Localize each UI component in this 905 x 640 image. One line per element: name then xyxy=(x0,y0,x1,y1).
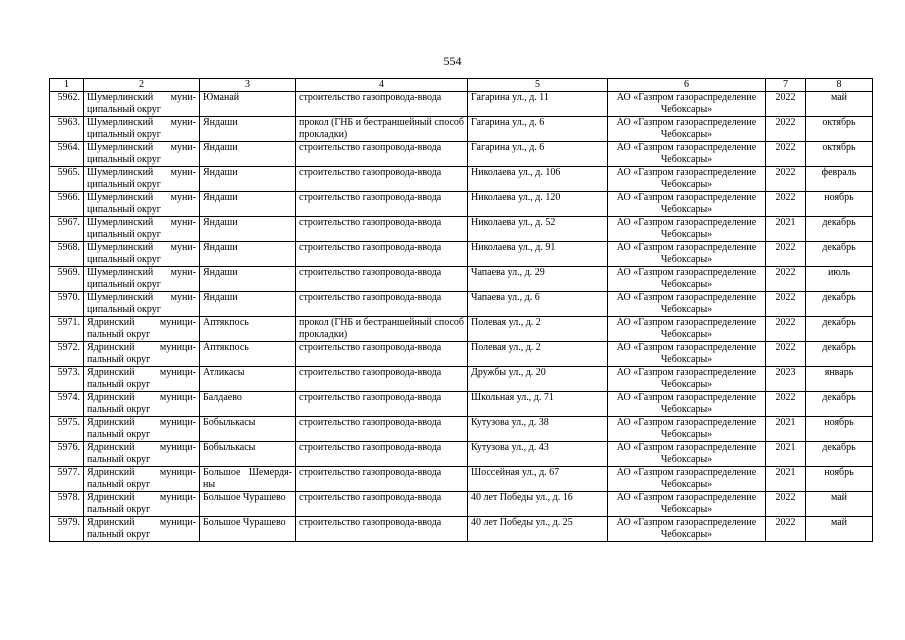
address-cell: Полевая ул., д. 2 xyxy=(468,342,608,367)
district-cell: Шумерлинский муни-ципальный округ xyxy=(84,117,200,142)
table-row xyxy=(50,217,873,242)
month-cell: февраль xyxy=(806,167,873,192)
year-cell: 2022 xyxy=(766,142,806,167)
address-cell: Гагарина ул., д. 11 xyxy=(468,92,608,117)
settlement-cell: Яндаши xyxy=(200,167,296,192)
work-type-cell: прокол (ГНБ и бестраншейный способ прокладки) xyxy=(296,317,468,342)
address-cell: Гагарина ул., д. 6 xyxy=(468,142,608,167)
column-header: 5 xyxy=(468,79,608,92)
month-cell: декабрь xyxy=(806,292,873,317)
month-cell: январь xyxy=(806,367,873,392)
work-type-cell: строительство газопровода-ввода xyxy=(296,392,468,417)
organization-cell: АО «Газпром газораспределение Чебоксары» xyxy=(608,117,766,142)
row-number: 5965. xyxy=(50,167,84,192)
work-type-cell: строительство газопровода-ввода xyxy=(296,517,468,542)
organization-cell: АО «Газпром газораспределение Чебоксары» xyxy=(608,142,766,167)
work-type-cell: строительство газопровода-ввода xyxy=(296,217,468,242)
work-type-cell: строительство газопровода-ввода xyxy=(296,467,468,492)
district-cell: Ядринский муници-пальный округ xyxy=(84,467,200,492)
table-row xyxy=(50,92,873,117)
settlement-cell: Яндаши xyxy=(200,292,296,317)
table-body xyxy=(50,92,873,542)
organization-cell: АО «Газпром газораспределение Чебоксары» xyxy=(608,417,766,442)
year-cell: 2022 xyxy=(766,342,806,367)
month-cell: ноябрь xyxy=(806,467,873,492)
work-type-cell: строительство газопровода-ввода xyxy=(296,492,468,517)
year-cell: 2022 xyxy=(766,167,806,192)
settlement-cell: Юманай xyxy=(200,92,296,117)
table-row xyxy=(50,317,873,342)
month-cell: октябрь xyxy=(806,142,873,167)
column-header: 2 xyxy=(84,79,200,92)
address-cell: Шоссейная ул., д. 67 xyxy=(468,467,608,492)
row-number: 5976. xyxy=(50,442,84,467)
column-header: 7 xyxy=(766,79,806,92)
year-cell: 2022 xyxy=(766,242,806,267)
organization-cell: АО «Газпром газораспределение Чебоксары» xyxy=(608,467,766,492)
organization-cell: АО «Газпром газораспределение Чебоксары» xyxy=(608,267,766,292)
district-cell: Ядринский муници-пальный округ xyxy=(84,417,200,442)
district-cell: Шумерлинский муни-ципальный округ xyxy=(84,142,200,167)
address-cell: Чапаева ул., д. 29 xyxy=(468,267,608,292)
month-cell: декабрь xyxy=(806,217,873,242)
district-cell: Шумерлинский муни-ципальный округ xyxy=(84,92,200,117)
work-type-cell: строительство газопровода-ввода xyxy=(296,242,468,267)
month-cell: ноябрь xyxy=(806,417,873,442)
row-number: 5975. xyxy=(50,417,84,442)
settlement-cell: Балдаево xyxy=(200,392,296,417)
year-cell: 2022 xyxy=(766,392,806,417)
row-number: 5963. xyxy=(50,117,84,142)
row-number: 5962. xyxy=(50,92,84,117)
month-cell: декабрь xyxy=(806,342,873,367)
table-row xyxy=(50,142,873,167)
settlement-cell: Аптякпось xyxy=(200,317,296,342)
settlement-cell: Бобылькасы xyxy=(200,417,296,442)
work-type-cell: строительство газопровода-ввода xyxy=(296,367,468,392)
row-number: 5977. xyxy=(50,467,84,492)
district-cell: Шумерлинский муни-ципальный округ xyxy=(84,267,200,292)
address-cell: Школьная ул., д. 71 xyxy=(468,392,608,417)
address-cell: Чапаева ул., д. 6 xyxy=(468,292,608,317)
settlement-cell: Яндаши xyxy=(200,192,296,217)
district-cell: Шумерлинский муни-ципальный округ xyxy=(84,242,200,267)
settlement-cell: Большое Чурашево xyxy=(200,517,296,542)
district-cell: Ядринский муници-пальный округ xyxy=(84,492,200,517)
year-cell: 2023 xyxy=(766,367,806,392)
organization-cell: АО «Газпром газораспределение Чебоксары» xyxy=(608,217,766,242)
district-cell: Шумерлинский муни-ципальный округ xyxy=(84,217,200,242)
table-row xyxy=(50,492,873,517)
month-cell: ноябрь xyxy=(806,192,873,217)
organization-cell: АО «Газпром газораспределение Чебоксары» xyxy=(608,92,766,117)
month-cell: май xyxy=(806,92,873,117)
district-cell: Ядринский муници-пальный округ xyxy=(84,367,200,392)
row-number: 5966. xyxy=(50,192,84,217)
work-type-cell: прокол (ГНБ и бестраншейный способ прокладки) xyxy=(296,117,468,142)
district-cell: Шумерлинский муни-ципальный округ xyxy=(84,292,200,317)
settlement-cell: Яндаши xyxy=(200,117,296,142)
organization-cell: АО «Газпром газораспределение Чебоксары» xyxy=(608,242,766,267)
month-cell: декабрь xyxy=(806,392,873,417)
organization-cell: АО «Газпром газораспределение Чебоксары» xyxy=(608,392,766,417)
month-cell: май xyxy=(806,492,873,517)
page-number: 554 xyxy=(443,54,462,68)
row-number: 5970. xyxy=(50,292,84,317)
table-row xyxy=(50,117,873,142)
organization-cell: АО «Газпром газораспределение Чебоксары» xyxy=(608,342,766,367)
address-cell: Полевая ул., д. 2 xyxy=(468,317,608,342)
district-cell: Ядринский муници-пальный округ xyxy=(84,392,200,417)
settlement-cell: Яндаши xyxy=(200,142,296,167)
gas-pipeline-table xyxy=(49,78,873,542)
work-type-cell: строительство газопровода-ввода xyxy=(296,417,468,442)
year-cell: 2022 xyxy=(766,267,806,292)
work-type-cell: строительство газопровода-ввода xyxy=(296,167,468,192)
address-cell: Гагарина ул., д. 6 xyxy=(468,117,608,142)
settlement-cell: Атликасы xyxy=(200,367,296,392)
column-number-row xyxy=(50,79,873,92)
work-type-cell: строительство газопровода-ввода xyxy=(296,292,468,317)
address-cell: Николаева ул., д. 120 xyxy=(468,192,608,217)
work-type-cell: строительство газопровода-ввода xyxy=(296,442,468,467)
district-cell: Ядринский муници-пальный округ xyxy=(84,317,200,342)
district-cell: Ядринский муници-пальный округ xyxy=(84,442,200,467)
month-cell: декабрь xyxy=(806,242,873,267)
work-type-cell: строительство газопровода-ввода xyxy=(296,142,468,167)
table-row xyxy=(50,517,873,542)
address-cell: Николаева ул., д. 52 xyxy=(468,217,608,242)
row-number: 5972. xyxy=(50,342,84,367)
organization-cell: АО «Газпром газораспределение Чебоксары» xyxy=(608,492,766,517)
month-cell: октябрь xyxy=(806,117,873,142)
organization-cell: АО «Газпром газораспределение Чебоксары» xyxy=(608,167,766,192)
work-type-cell: строительство газопровода-ввода xyxy=(296,267,468,292)
row-number: 5969. xyxy=(50,267,84,292)
month-cell: декабрь xyxy=(806,317,873,342)
table-row xyxy=(50,467,873,492)
month-cell: май xyxy=(806,517,873,542)
table-row xyxy=(50,392,873,417)
row-number: 5971. xyxy=(50,317,84,342)
table-row xyxy=(50,367,873,392)
work-type-cell: строительство газопровода-ввода xyxy=(296,342,468,367)
year-cell: 2022 xyxy=(766,317,806,342)
year-cell: 2022 xyxy=(766,292,806,317)
district-cell: Шумерлинский муни-ципальный округ xyxy=(84,192,200,217)
table-row xyxy=(50,167,873,192)
address-cell: Дружбы ул., д. 20 xyxy=(468,367,608,392)
column-header: 3 xyxy=(200,79,296,92)
year-cell: 2022 xyxy=(766,192,806,217)
organization-cell: АО «Газпром газораспределение Чебоксары» xyxy=(608,367,766,392)
table-row xyxy=(50,242,873,267)
table-row xyxy=(50,442,873,467)
table-row xyxy=(50,267,873,292)
district-cell: Ядринский муници-пальный округ xyxy=(84,342,200,367)
organization-cell: АО «Газпром газораспределение Чебоксары» xyxy=(608,292,766,317)
work-type-cell: строительство газопровода-ввода xyxy=(296,192,468,217)
table-row xyxy=(50,342,873,367)
district-cell: Ядринский муници-пальный округ xyxy=(84,517,200,542)
row-number: 5967. xyxy=(50,217,84,242)
address-cell: Кутузова ул., д. 43 xyxy=(468,442,608,467)
settlement-cell: Большое Шемердя-ны xyxy=(200,467,296,492)
year-cell: 2021 xyxy=(766,467,806,492)
row-number: 5973. xyxy=(50,367,84,392)
year-cell: 2022 xyxy=(766,492,806,517)
column-header: 8 xyxy=(806,79,873,92)
row-number: 5979. xyxy=(50,517,84,542)
table-row xyxy=(50,292,873,317)
year-cell: 2021 xyxy=(766,442,806,467)
address-cell: Николаева ул., д. 106 xyxy=(468,167,608,192)
row-number: 5968. xyxy=(50,242,84,267)
address-cell: Кутузова ул., д. 38 xyxy=(468,417,608,442)
table-row xyxy=(50,417,873,442)
year-cell: 2021 xyxy=(766,217,806,242)
column-header: 6 xyxy=(608,79,766,92)
year-cell: 2022 xyxy=(766,92,806,117)
settlement-cell: Бобылькасы xyxy=(200,442,296,467)
year-cell: 2021 xyxy=(766,417,806,442)
row-number: 5978. xyxy=(50,492,84,517)
address-cell: Николаева ул., д. 91 xyxy=(468,242,608,267)
settlement-cell: Яндаши xyxy=(200,217,296,242)
month-cell: июль xyxy=(806,267,873,292)
settlement-cell: Аптякпось xyxy=(200,342,296,367)
row-number: 5964. xyxy=(50,142,84,167)
settlement-cell: Яндаши xyxy=(200,242,296,267)
year-cell: 2022 xyxy=(766,117,806,142)
organization-cell: АО «Газпром газораспределение Чебоксары» xyxy=(608,517,766,542)
settlement-cell: Яндаши xyxy=(200,267,296,292)
settlement-cell: Большое Чурашево xyxy=(200,492,296,517)
address-cell: 40 лет Победы ул., д. 16 xyxy=(468,492,608,517)
column-header: 1 xyxy=(50,79,84,92)
row-number: 5974. xyxy=(50,392,84,417)
address-cell: 40 лет Победы ул., д. 25 xyxy=(468,517,608,542)
work-type-cell: строительство газопровода-ввода xyxy=(296,92,468,117)
year-cell: 2022 xyxy=(766,517,806,542)
organization-cell: АО «Газпром газораспределение Чебоксары» xyxy=(608,442,766,467)
table-row xyxy=(50,192,873,217)
district-cell: Шумерлинский муни-ципальный округ xyxy=(84,167,200,192)
organization-cell: АО «Газпром газораспределение Чебоксары» xyxy=(608,192,766,217)
month-cell: декабрь xyxy=(806,442,873,467)
column-header: 4 xyxy=(296,79,468,92)
organization-cell: АО «Газпром газораспределение Чебоксары» xyxy=(608,317,766,342)
